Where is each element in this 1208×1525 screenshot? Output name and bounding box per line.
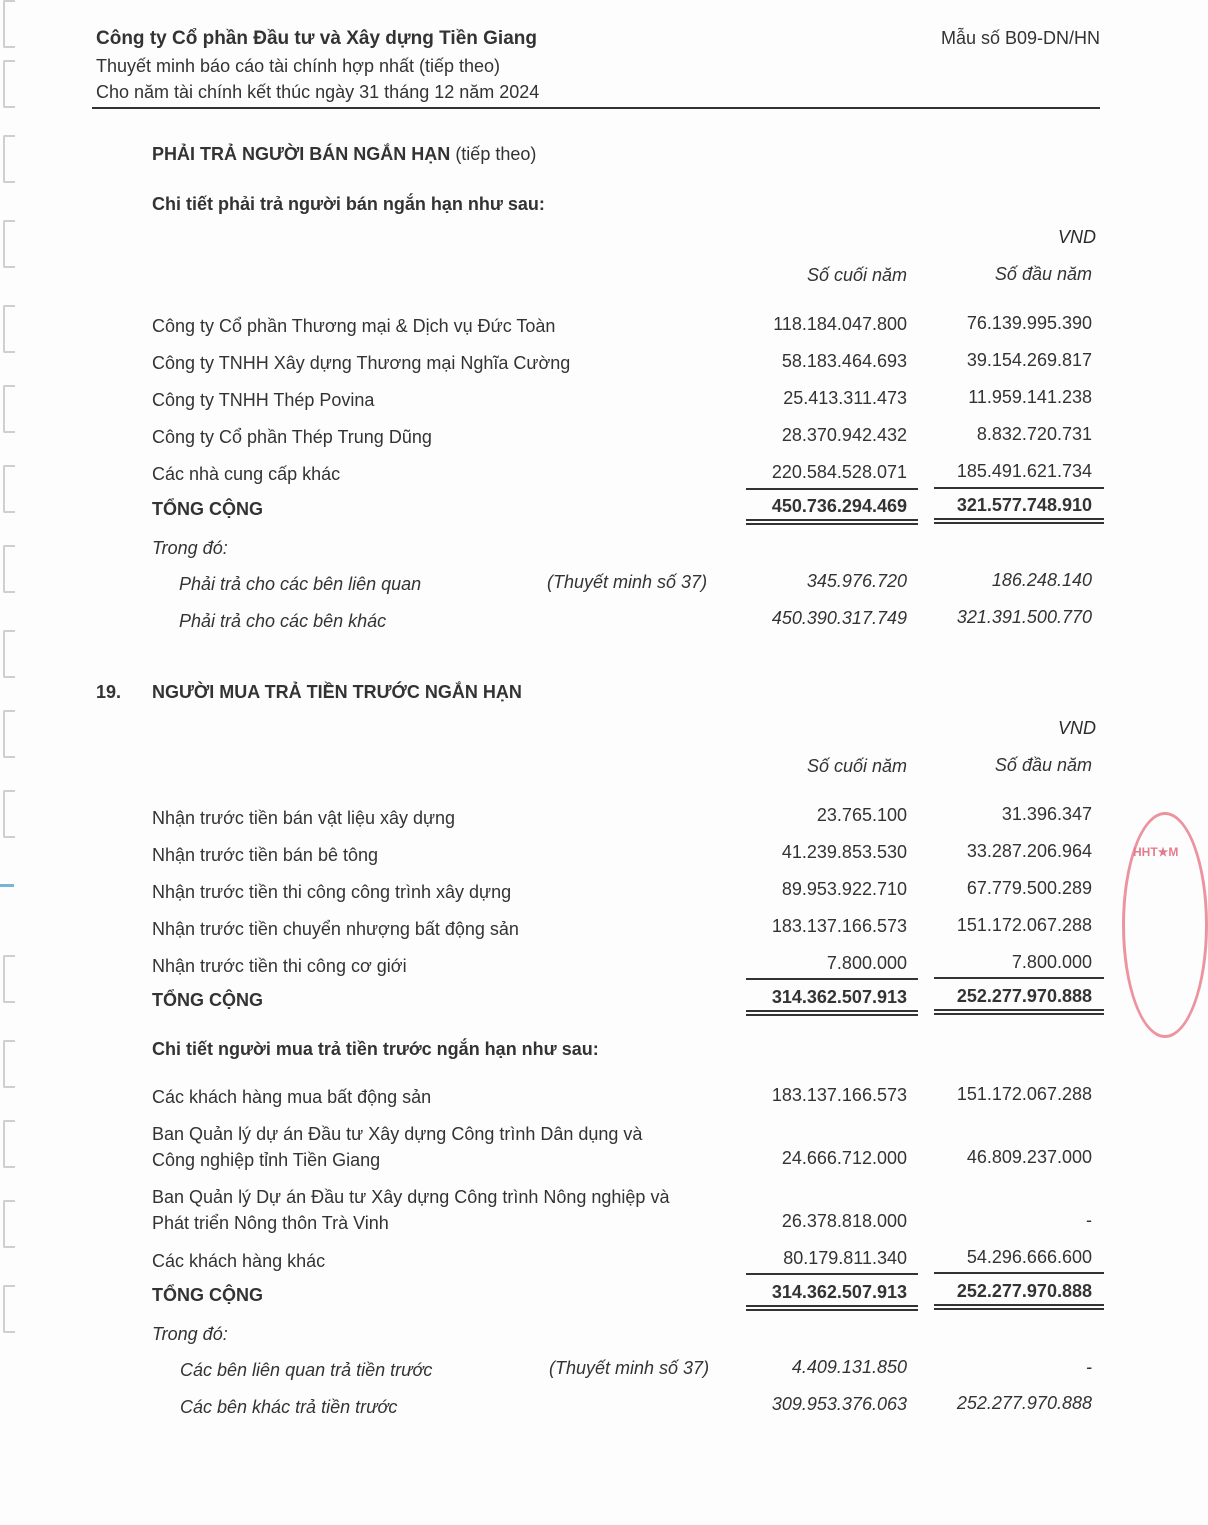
table-cell-begin: 33.287.206.964: [966, 841, 1092, 861]
total-double-rule: [746, 519, 918, 525]
table-cell-begin: 185.491.621.734: [956, 461, 1092, 481]
table-row-label: Nhận trước tiền thi công cơ giới: [152, 956, 407, 976]
total-begin: 321.577.748.910: [956, 495, 1092, 515]
reporting-period: Cho năm tài chính kết thúc ngày 31 tháng 12 năm 2024: [96, 82, 540, 102]
breakdown-end: 4.409.131.850: [791, 1357, 907, 1377]
table-cell-begin: 11.959.141.238: [968, 387, 1092, 407]
table-cell-begin: 151.172.067.288: [956, 915, 1092, 935]
binder-ring: [3, 305, 15, 353]
seal-text: HHT★M: [1133, 845, 1179, 859]
of-which-label: Trong đó:: [152, 538, 228, 558]
total-double-rule: [746, 1010, 918, 1016]
table-cell-end: 28.370.942.432: [781, 425, 907, 445]
table-cell-begin: 54.296.666.600: [966, 1247, 1092, 1267]
binder-ring: [3, 1040, 15, 1088]
column-header-beginning-of-year: Số đầu năm: [994, 755, 1092, 775]
breakdown-label: Các bên khác trả tiền trước: [180, 1397, 398, 1417]
table-row-label: Nhận trước tiền bán bê tông: [152, 845, 378, 865]
table-cell-begin: 39.154.269.817: [966, 350, 1092, 370]
table-row-label: Nhận trước tiền thi công công trình xây dựng: [152, 882, 512, 902]
table-row-label: Ban Quản lý Dự án Đầu tư Xây dựng Công trình Nông nghiệp và: [152, 1187, 670, 1207]
breakdown-label: Các bên liên quan trả tiền trước: [180, 1360, 433, 1380]
table-row-label: Công ty TNHH Xây dựng Thương mại Nghĩa Cường: [152, 353, 571, 373]
company-name: Công ty Cổ phần Đầu tư và Xây dựng Tiền Giang: [96, 28, 537, 49]
section-title: [152, 144, 536, 165]
table-row-label: Các khách hàng mua bất động sản: [152, 1087, 432, 1107]
table-row-label: Công ty Cổ phần Thép Trung Dũng: [152, 427, 432, 447]
subtotal-rule: [746, 488, 918, 490]
subtotal-rule: [934, 977, 1104, 979]
section-subtitle: Chi tiết phải trả người bán ngắn hạn như sau:: [152, 194, 545, 214]
table-cell-end: 220.584.528.071: [771, 462, 907, 482]
table-cell-begin: 8.832.720.731: [976, 424, 1092, 444]
table-row-label: Các khách hàng khác: [152, 1251, 326, 1271]
form-code: Mẫu số B09-DN/HN: [940, 28, 1100, 48]
table-cell-end: 25.413.311.473: [783, 388, 907, 408]
total-label: TỔNG CỘNG: [152, 990, 263, 1010]
table-row-label: Công ty Cổ phần Thương mại & Dịch vụ Đức Toàn: [152, 316, 556, 336]
binder-ring: [3, 955, 15, 1003]
table-row-label: Ban Quản lý dự án Đầu tư Xây dựng Công trình Dân dụng và: [152, 1124, 643, 1144]
section-number: 19.: [96, 682, 122, 702]
subtotal-rule: [934, 487, 1104, 489]
breakdown-label: Phải trả cho các bên liên quan: [179, 574, 422, 594]
binder-ring: [3, 630, 15, 678]
table-cell-begin: 31.396.347: [1001, 804, 1092, 824]
binder-ring: [3, 710, 15, 758]
total-end: 450.736.294.469: [771, 496, 907, 516]
binder-ring: [3, 1285, 15, 1333]
binder-ring: [3, 1200, 15, 1248]
binder-ring: [3, 1120, 15, 1168]
total-end: 314.362.507.913: [771, 1282, 907, 1302]
breakdown-begin: 186.248.140: [991, 570, 1092, 590]
table-cell-end: 58.183.464.693: [781, 351, 907, 371]
subtotal-rule: [934, 1272, 1104, 1274]
binder-ring: [3, 465, 15, 513]
table-cell-end: 26.378.818.000: [781, 1211, 907, 1231]
table-cell-begin: -: [1086, 1210, 1092, 1230]
table-cell-end: 24.666.712.000: [781, 1148, 907, 1168]
breakdown-end: 450.390.317.749: [771, 608, 907, 628]
binder-ring: [3, 385, 15, 433]
detail-subtitle: Chi tiết người mua trả tiền trước ngắn hạn như sau:: [152, 1039, 599, 1059]
binder-ring: [3, 545, 15, 593]
table-row-label: Nhận trước tiền chuyển nhượng bất động sản: [152, 919, 519, 939]
breakdown-label: Phải trả cho các bên khác: [179, 611, 387, 631]
binder-ring: [3, 0, 15, 48]
subtotal-rule: [746, 978, 918, 980]
table-cell-begin: 67.779.500.289: [966, 878, 1092, 898]
table-cell-end: 183.137.166.573: [771, 1085, 907, 1105]
total-label: TỔNG CỘNG: [152, 1285, 263, 1305]
table-cell-end: 89.953.922.710: [781, 879, 907, 899]
breakdown-end: 345.976.720: [806, 571, 907, 591]
table-cell-end: 118.184.047.800: [773, 314, 907, 334]
table-cell-begin: 46.809.237.000: [966, 1147, 1092, 1167]
column-header-beginning-of-year: Số đầu năm: [994, 264, 1092, 284]
binder-ring: [3, 135, 15, 183]
of-which-label: Trong đó:: [152, 1324, 228, 1344]
table-cell-begin: 151.172.067.288: [956, 1084, 1092, 1104]
table-row-label-continued: Công nghiệp tỉnh Tiền Giang: [152, 1150, 381, 1170]
total-begin: 252.277.970.888: [956, 1281, 1092, 1301]
section-title-suffix: (tiếp theo): [455, 144, 537, 164]
total-begin: 252.277.970.888: [956, 986, 1092, 1006]
table-cell-end: 23.765.100: [816, 805, 907, 825]
document-subtitle: Thuyết minh báo cáo tài chính hợp nhất (tiếp theo): [96, 56, 501, 76]
table-row-label-continued: Phát triển Nông thôn Trà Vinh: [152, 1213, 389, 1233]
binder-ring: [3, 790, 15, 838]
note-reference: (Thuyết minh số 37): [547, 572, 708, 592]
table-row-label: Công ty TNHH Thép Povina: [152, 390, 375, 410]
total-double-rule: [746, 1305, 918, 1311]
section-title: NGƯỜI MUA TRẢ TIỀN TRƯỚC NGẮN HẠN: [152, 682, 522, 702]
total-end: 314.362.507.913: [771, 987, 907, 1007]
binder-ring: [3, 220, 15, 268]
currency-unit: VND: [1057, 718, 1096, 738]
table-cell-end: 183.137.166.573: [771, 916, 907, 936]
note-reference: (Thuyết minh số 37): [549, 1358, 710, 1378]
breakdown-begin: 321.391.500.770: [956, 607, 1092, 627]
table-row-label: Các nhà cung cấp khác: [152, 464, 341, 484]
total-double-rule: [934, 518, 1104, 524]
breakdown-end: 309.953.376.063: [771, 1394, 907, 1414]
table-cell-end: 7.800.000: [826, 953, 907, 973]
table-cell-begin: 7.800.000: [1011, 952, 1092, 972]
binder-tab: [0, 884, 14, 887]
column-header-end-of-year: Số cuối năm: [806, 265, 907, 285]
total-double-rule: [934, 1009, 1104, 1015]
binder-ring: [3, 60, 15, 108]
table-cell-begin: 76.139.995.390: [966, 313, 1092, 333]
subtotal-rule: [746, 1273, 918, 1275]
currency-unit: VND: [1057, 227, 1096, 247]
total-label: TỔNG CỘNG: [152, 499, 263, 519]
total-double-rule: [934, 1304, 1104, 1310]
header-rule: [92, 107, 1100, 109]
breakdown-begin: 252.277.970.888: [956, 1393, 1092, 1413]
table-row-label: Nhận trước tiền bán vật liệu xây dựng: [152, 808, 456, 828]
binder-edge: [0, 0, 20, 1525]
table-cell-end: 80.179.811.340: [783, 1248, 907, 1268]
table-cell-end: 41.239.853.530: [781, 842, 907, 862]
column-header-end-of-year: Số cuối năm: [806, 756, 907, 776]
section-title-text: PHẢI TRẢ NGƯỜI BÁN NGẮN HẠN: [152, 144, 451, 164]
document-header: [96, 28, 1102, 103]
company-seal: [1122, 812, 1208, 1038]
breakdown-begin: -: [1086, 1357, 1092, 1377]
